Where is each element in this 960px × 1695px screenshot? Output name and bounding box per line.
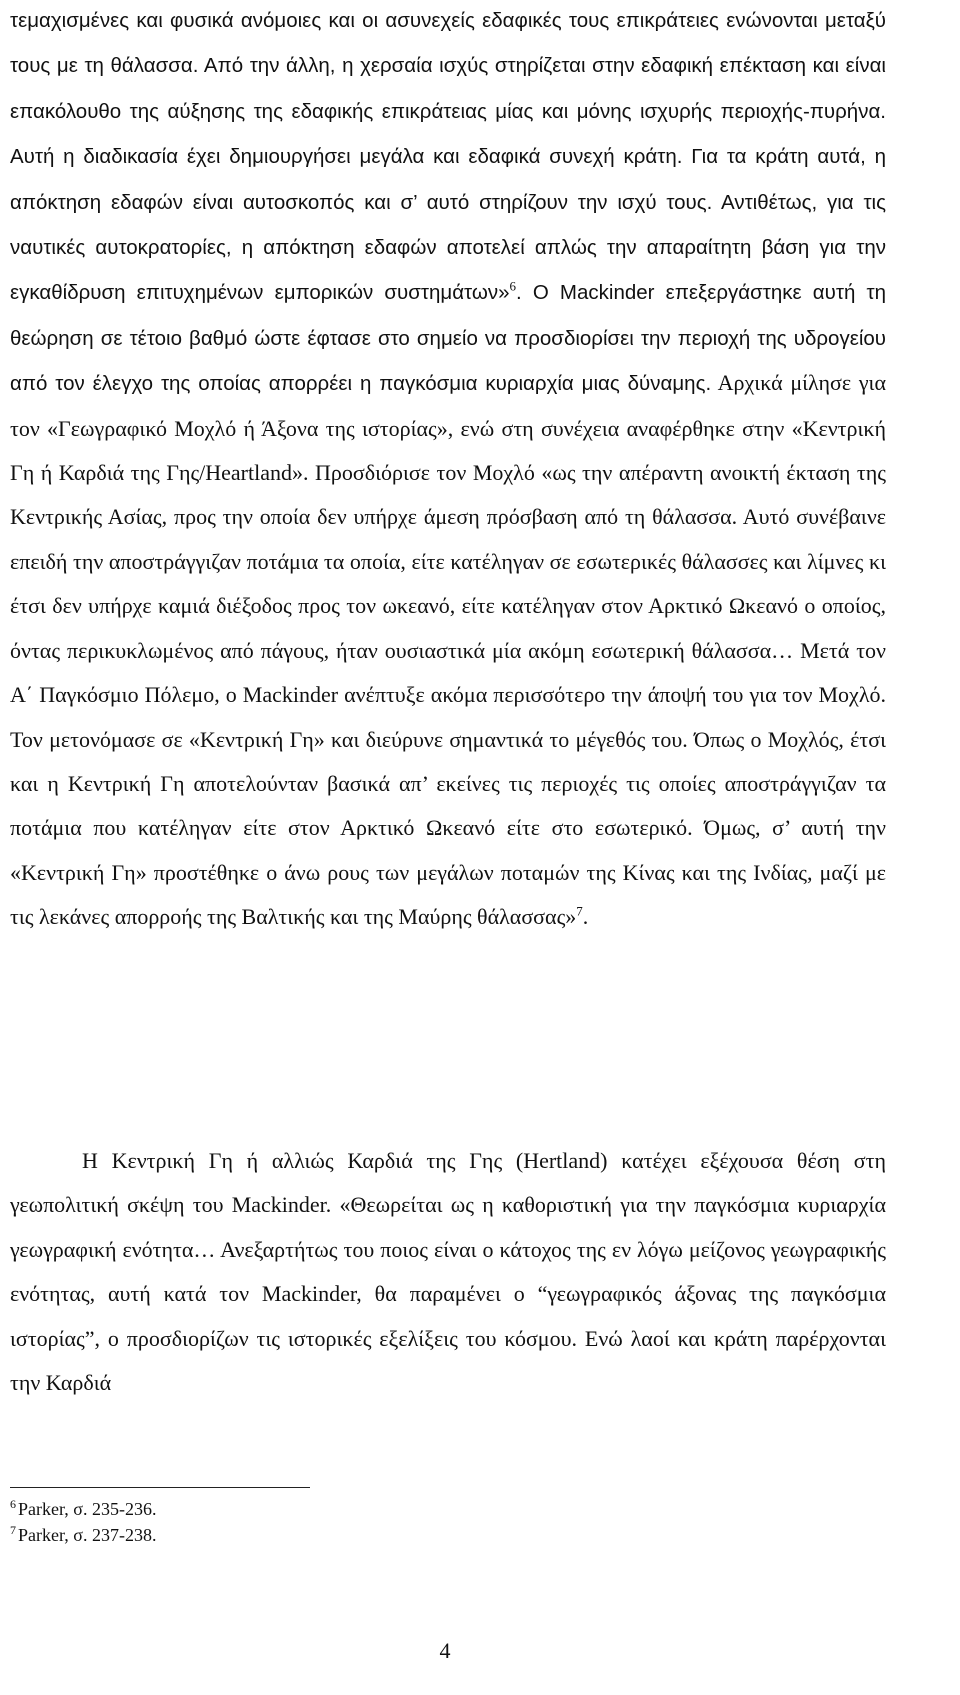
- page-number: 4: [439, 1638, 451, 1663]
- footnote-text: Parker, σ. 235-236.: [18, 1499, 157, 1519]
- paragraph-1-part-d: Αυτό συνέβαινε επειδή την αποστράγγιζαν ποτάμια τα οποία, είτε κατέληγαν σε εσωτερικές θάλασσες και λίμνες κι έτσι δεν υπήρχε καμιά διέξοδος προς τον ωκεανό, είτε κατέληγαν στον Αρκτικό Ωκεανό ο οποίος, όντας περικυκλωμένος από πάγους, ήταν ουσιαστικά μία ακόμη εσωτερική θάλασσα… Μετά τον Α΄ Παγκόσμιο Πόλεμο, ο Mackinder ανέπτυξε ακόμα περισσότερο την άποψή του για τον Μοχλό. Τον μετονόμασε σε «Κεντρική Γη» και διεύρυνε σημαντικά το μέγεθός του. Όπως ο Μοχλός, έτσι και η Κεντρική Γη αποτελούνταν βασικά απ’ εκείνες τις περιοχές τις οποίες αποστράγγιζαν τα ποτάμια που κατέληγαν είτε στον Αρκτικό Ωκεανό είτε στο εσωτερικό. Όμως, σ’ αυτή την «Κεντρική Γη» προστέθηκε ο άνω ρους των μεγάλων ποταμών της Κίνας και της Ινδίας, μαζί με τις λεκάνες απορροής της Βαλτικής και της Μαύρης θάλασσας»: [10, 504, 887, 930]
- footnote-number: 6: [10, 1497, 16, 1511]
- footnote-6: [10, 1496, 156, 1522]
- paragraph-1-part-e: .: [582, 904, 589, 930]
- paragraph-1-part-b: . Ο Mackinder επεξεργάστηκε αυτή τη θεώρηση σε τέτοιο βαθμό ώστε έφτασε στο σημείο να προσδιορίσει την περιοχή της υδρογείου από τον έλεγχο της οποίας απορρέει η παγκόσμια κυριαρχία μιας δύναμης.: [10, 281, 886, 396]
- footnote-ref-7[interactable]: 7: [576, 903, 583, 919]
- footnotes: [10, 1496, 156, 1548]
- paragraph-1-part-c: Αρχικά μίλησε για τον «Γεωγραφικό Μοχλό ή Άξονα της ιστορίας», ενώ στη συνέχεια αναφέρθηκε στην «Κεντρική Γη ή Καρδιά της Γης/Heartland». Προσδιόρισε τον Μοχλό «ως την απέραντη ανοικτή έκταση της Κεντρικής Ασίας, προς την οποία δεν υπήρχε άμεση πρόσβαση από τη θάλασσα.: [10, 370, 886, 530]
- footnote-text: Parker, σ. 237-238.: [18, 1525, 157, 1545]
- paragraph-1-part-a: τεμαχισμένες και φυσικά ανόμοιες και οι ασυνεχείς εδαφικές τους επικράτειες ενώνονται μεταξύ τους με τη θάλασσα. Από την άλλη, η χερσαία ισχύς στηρίζεται στην εδαφική επέκταση και είναι επακόλουθο της αύξησης της εδαφικής επικράτειας μίας και μόνης ισχυρής περιοχής-πυρήνα. Αυτή η διαδικασία έχει δημιουργήσει μεγάλα και εδαφικά συνεχή κράτη. Για τα κράτη αυτά, η απόκτηση εδαφών είναι αυτοσκοπός και σ’ αυτό στηρίζουν την ισχύ τους. Αντιθέτως, για τις ναυτικές αυτοκρατορίες, η απόκτηση εδαφών αποτελεί απλώς την απαραίτητη βάση για την εγκαθίδρυση επιτυχημένων εμπορικών συστημάτων»: [10, 9, 886, 305]
- body-paragraph-1: [10, 0, 886, 940]
- footnote-ref-6[interactable]: 6: [509, 279, 517, 295]
- footnote-number: 7: [10, 1523, 16, 1537]
- paragraph-2-part-b: Ενώ λαοί και κράτη παρέρχονται την Καρδιά: [10, 1325, 886, 1396]
- footnote-7: [10, 1522, 156, 1548]
- footnote-separator: [10, 1487, 310, 1488]
- paragraph-2-part-a: Η Κεντρική Γη ή αλλιώς Καρδιά της Γης (Hertland) κατέχει εξέχουσα θέση στη γεωπολιτική σκέψη του Mackinder. «Θεωρείται ως η καθοριστική για την παγκόσμια κυριαρχία γεωγραφική ενότητα… Ανεξαρτήτως του ποιος είναι ο κάτοχος της εν λόγω μείζονος γεωγραφικής ενότητας, αυτή κατά τον Mackinder, θα παραμένει ο “γεωγραφικός άξονας της παγκόσμια ιστορίας”, ο προσδιορίζων τις ιστορικές εξελίξεις του κόσμου.: [10, 1148, 886, 1351]
- body-paragraph-2: [10, 1139, 886, 1405]
